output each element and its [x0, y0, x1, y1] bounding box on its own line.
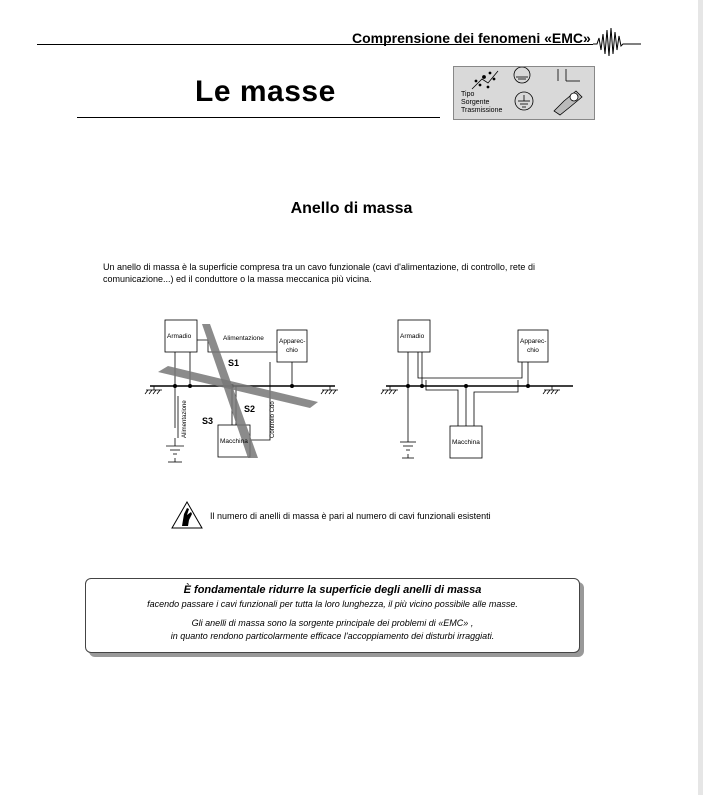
left-apparecchio-label-2: chio — [286, 347, 298, 354]
info-box-line-1: È fondamentale ridurre la superficie degli anelli di massa — [183, 584, 482, 596]
right-apparecchio-label-2: chio — [527, 347, 539, 354]
warning-hand-icon — [170, 500, 204, 530]
s3-label: S3 — [202, 416, 214, 426]
title-rule — [77, 117, 440, 118]
page-title: Le masse — [195, 75, 336, 108]
thumb-label-trasmissione: Trasmissione — [461, 107, 503, 114]
right-macchina-label: Macchina — [452, 439, 480, 446]
s2-label: S2 — [244, 404, 256, 414]
right-apparecchio-label-1: Apparec- — [520, 338, 547, 345]
left-apparecchio-label-1: Apparec- — [279, 338, 306, 345]
right-armadio-label: Armadio — [400, 333, 425, 340]
section-title: Anello di massa — [290, 200, 413, 217]
page-edge-bar — [698, 0, 703, 795]
waveform-icon — [593, 26, 641, 56]
info-box-line-3: Gli anelli di massa sono la sorgente principale dei problemi di «EMC» , — [191, 618, 474, 628]
left-armadio-label: Armadio — [167, 333, 192, 340]
info-box-line-4: in quanto rendono particolarmente efficace l'accoppiamento dei disturbi irraggiati. — [170, 631, 495, 641]
header-title: Comprensione dei fenomeni «EMC» — [352, 30, 591, 46]
left-macchina-label: Macchina — [220, 438, 248, 445]
thumb-label-tipo: Tipo — [461, 91, 475, 98]
s1-label: S1 — [228, 358, 240, 368]
apparecchio-box — [277, 330, 307, 362]
diagram-reduced-loops — [378, 310, 588, 470]
thumb-label-sorgente: Sorgente — [461, 99, 490, 106]
left-alimentazione-side-label: Alimentazione — [182, 400, 188, 438]
note-text: Il numero di anelli di massa è pari al numero di cavi funzionali esistenti — [210, 511, 491, 521]
intro-paragraph: Un anello di massa è la superficie compresa tra un cavo funzionale (cavi d'alimentazione, di controllo, rete di comunicazione...) ed il conduttore o la massa meccanica più vicina. — [103, 262, 535, 284]
left-controllo-label: Controllo Cdo — [270, 401, 276, 438]
category-thumbnail — [453, 66, 595, 120]
info-box — [85, 578, 580, 653]
diagram-ground-loops — [140, 310, 350, 470]
left-alimentazione-top-label: Alimentazione — [223, 335, 264, 342]
info-box-line-2: facendo passare i cavi funzionali per tutta la loro lunghezza, il più vicino possibile alle masse. — [147, 599, 518, 609]
